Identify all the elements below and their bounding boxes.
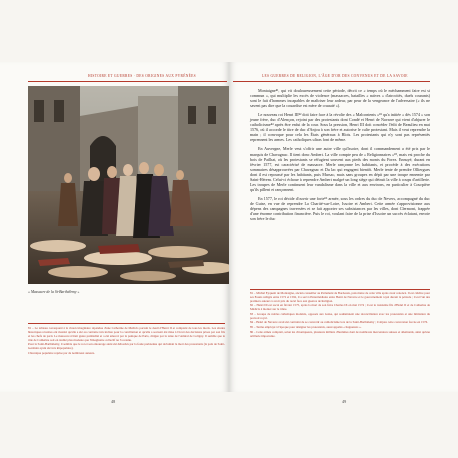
painting-figure	[28, 86, 229, 284]
paragraph: En Auvergne, Merle veut s'offrir une autre ville qu'Issoire, dont il commandement a été pris par le marquis de Chavagnac. Il tient donc Ambert. La ville compte peu de « Religionnaires »⁸⁵, mais est proche du bois de Pailhat, où les protestants se réfugient souvent aux pieds des monts du Forez. Ennuyé, durant en février 1577, est caractérisé de massacre. Merle rançonne les habitants, et procède à des exécutions sommaires désapprouvées par Chavagnac et Du lac qui engagent bientôt. Merle tente de prendre Olliergues dont il est repoussé par les habitants, puis Marsac, mais sans groupes en dépit par une troupe ennemie par Saint-Hérem. Celui-ci échoue à reprendre Ambert malgré un long siège qui détruit la ville à coups d'artillerie. Les troupes de Merle continuent leur vandalisme dans la ville et aux environs, en particulier à Courpière qu'ils pillent et rançonnent.	[250, 146, 430, 192]
painting-image	[28, 86, 229, 284]
main-text	[250, 88, 430, 225]
notes-rule-right	[250, 289, 430, 290]
page-number-right: 49	[342, 399, 347, 404]
running-header-right: LES GUERRES DE RELIGION, L'ÂGE D'OR DES CONVENUS ET DE LA SAVOIE	[262, 74, 408, 78]
footnotes-right	[250, 292, 430, 339]
paragraph: Le nouveau roi Henri III⁸² doit faire face à la révolte des « Malcontents »⁸³ qu'a initiée « dès 1574 » son jeune frère, duc d'Alençon, rejoint par des protestants dont Condé et Henri de Navarre qui vient d'abjurer le catholicisme⁸⁴ après être enfui de la cour. Sous la pression, Henri III doit concéder l'édit de Beaulieu en mai 1576, où il accorde le titre de duc d'Anjou à son frère et autorise le culte protestant. Mais il veut reprendre la main ; il convoque pour cela les États généraux à Blois. Les protestants qui n'y sont pas représentés reprennent les armes. Les catholiques ultras font de même.	[250, 112, 430, 143]
footnote: Chronique populaire reprise par de nombreux auteurs.	[28, 350, 95, 355]
footnote: 83 – Groupe de nobles catholiques modérés, opposés aux Guise, qui souhaitaient une réconciliation avec les protestants et une limitation du pouvoir royal.	[250, 311, 430, 320]
footnote: 81 – Michel Eyquem de Montaigne, ancien conseiller au Parlement de Bordeaux, puis maire de cette ville après avoir renoncé. Il est célèbre pour ses Essais rédigés entre 1572 et 1592, il a servi d'intermédiaire entre Henri de Navarre et le gouvernement royal durant la période ; il est l'un des premiers auteurs à avoir pris du recul face aux guerres de Religion.	[250, 291, 430, 303]
running-header-left: HISTOIRE ET GUERRES · DES ORIGINES AUX PYRÉNÉES	[88, 74, 196, 78]
footnote: 81 – Le tableau correspond à la vision imaginaire répandue d'une Catherine de Médicis portant le deuil d'Henri II et comptant de tous les morts. Les études historiques récentes ont montré qu'elle a été au contraire très incitée pour la conciliation et qu'elle a souvent été mise à l'écart des décisions prises par son fils et les chefs de parti. Le massacre n'était guère prémédité et a été amorcé par la panique de Paris, dirigée par la tante de l'Amiral de Coligny. Il semble que le rôle de Catherine soit en réalité plus modeste que l'imaginaire collectif ne l'a retenu.	[28, 326, 225, 342]
notes-rule-left	[28, 323, 225, 324]
figure-caption: « Massacre de la St-Barthélemy »	[28, 290, 80, 294]
footnote: Pour la Saint-Barthélemy, il semble que le roi et son entourage aient été débordés par la foule parisienne qui réclamait la mort des protestants (la paix de Saint-Germain ayant été très impopulaire).	[28, 342, 225, 351]
header-rule-left	[28, 81, 227, 82]
footnote: 85 – Terme employé à l'époque pour désigner les protestants, aussi appelés « huguenots ».	[250, 325, 362, 329]
paragraph: Montaigne⁸¹, qui vit douloureusement cette période, décrit ce « temps où le méchamment faire est si commun », qui multiplie les excès de violence (massacres, batailles « naïves » d'atrocités, duels courants) sont le fait d'hommes incapables de maîtriser leur ardeur, par peur de la vengeance de l'adversaire (« ils ne savent pas dire que la couardise est mère de cruauté »).	[250, 88, 430, 109]
paragraph: En 1577, le roi décide d'ouvrir une forte⁸⁶ armée, sous les ordres du duc de Nevers, accompagné du duc de Guise, en vue de reprendre La Charité-sur-Loire, Issoire et Ambert. Cette armée s'approvisionne aux dépens des campagnes traversées et se fait apporter ses subsistances par les villes, dont Clermont, frappée d'une énorme contribution financière. Puis le roi, voulant faire de la prise d'Issoire un succès éclatant, envoie son frère le duc	[250, 195, 430, 222]
page-number-left: 48	[111, 399, 116, 404]
footnote: 84 – Henri de Navarre avait été contraint de se convertir au catholicisme lors de la Saint-Barthélemy ; il abjure cette conversion forcée en 1576.	[250, 320, 428, 325]
footnote: 82 – Henri III est sacré en février 1575, après la mort de son frère Charles IX en mai 1574 ; il est le troisième fils d'Henri II et de Catherine de Médicis à monter sur le trône.	[250, 303, 430, 312]
footnotes-left	[28, 327, 225, 356]
footnote: 86 – Cette armée comptait, selon les chroniqueurs, plusieurs milliers d'hommes dont de nombreux mercenaires suisses et allemands, ainsi qu'une artillerie importante.	[250, 329, 430, 338]
header-rule-right	[233, 81, 430, 82]
